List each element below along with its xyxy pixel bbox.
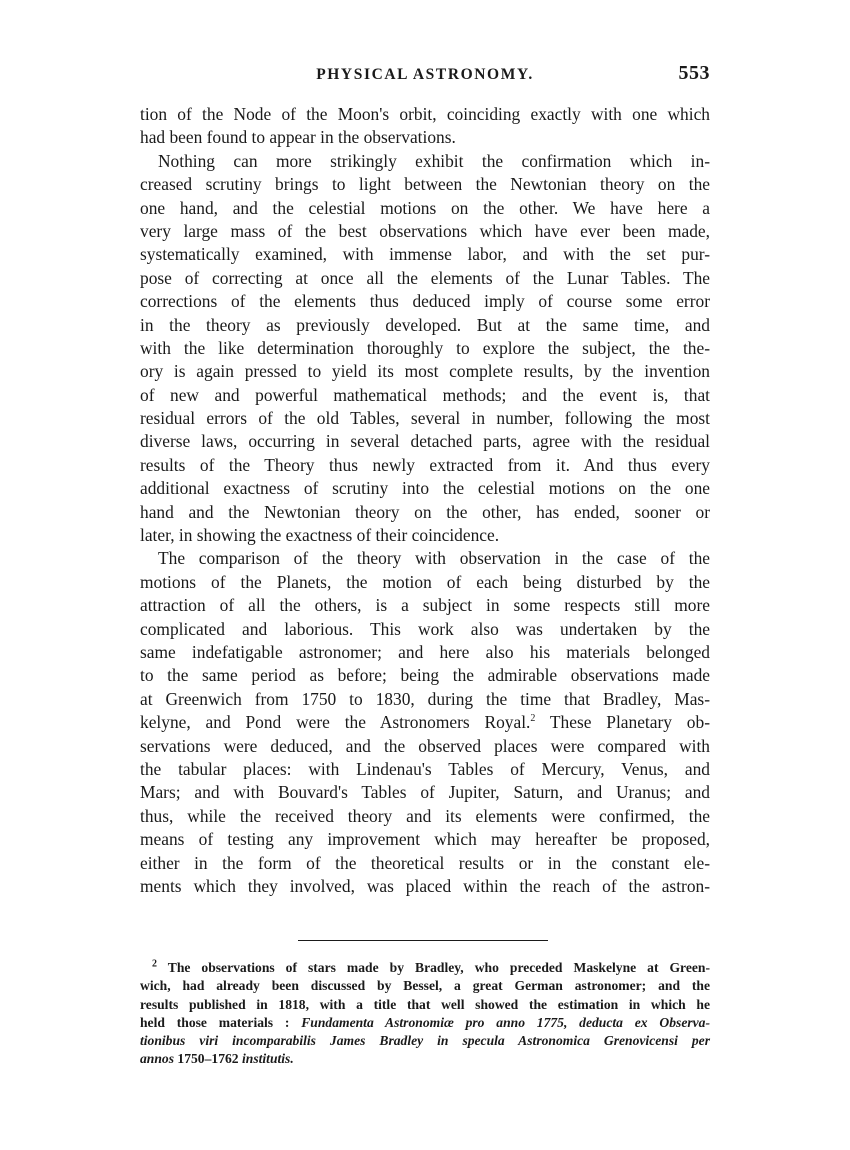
text-line: pose of correcting at once all the elements of the Lunar Tables. The — [140, 267, 710, 288]
text-line: diverse laws, occurring in several detached parts, agree with the residual — [140, 431, 710, 452]
text-line: residual errors of the old Tables, several in number, following the most — [140, 408, 710, 429]
text-line: attraction of all the others, is a subject in some respects still more — [140, 595, 710, 616]
text-line: servations were deduced, and the observed places were compared with — [140, 735, 710, 756]
paragraph-first-line: Nothing can more strikingly exhibit the confirmation which in- — [158, 150, 710, 171]
text-line: later, in showing the exactness of their coincidence. — [140, 525, 500, 546]
footnote-marker: 2 — [152, 958, 157, 970]
text-line: systematically examined, with immense labor, and with the set pur- — [140, 244, 710, 265]
footnote-line — [140, 1032, 710, 1050]
text-line: to the same period as before; being the admirable observations made — [140, 665, 710, 686]
text-line: of new and powerful mathematical methods; and the event is, that — [140, 384, 710, 405]
text-segment: These Planetary ob- — [535, 712, 710, 733]
latin-title: tionibus viri incomparabilis James Bradley in specula Astronomica Grenovicensi per — [140, 1033, 710, 1049]
text-line: Mars; and with Bouvard's Tables of Jupiter, Saturn, and Uranus; and — [140, 782, 710, 803]
text-line: results of the Theory thus newly extracted from it. And thus every — [140, 454, 710, 475]
text-segment: The observations of stars made by Bradley, who preceded Maskelyne at Green- — [157, 960, 710, 975]
footnote-line — [140, 1014, 710, 1032]
text-line: the tabular places: with Lindenau's Tables of Mercury, Venus, and — [140, 758, 710, 779]
text-line: thus, while the received theory and its elements were confirmed, the — [140, 805, 710, 826]
footnote-line: wich, had already been discussed by Bessel, a great German astronomer; and the — [140, 978, 710, 994]
text-segment: held those materials : — [140, 1014, 302, 1030]
page-header — [140, 62, 710, 92]
text-line — [140, 711, 710, 734]
text-line: motions of the Planets, the motion of each being disturbed by the — [140, 571, 710, 592]
text-line: at Greenwich from 1750 to 1830, during the time that Bradley, Mas- — [140, 688, 710, 709]
text-line: very large mass of the best observations which have ever been made, — [140, 220, 710, 241]
text-line: additional exactness of scrutiny into the celestial motions on the one — [140, 478, 710, 499]
text-line: ments which they involved, was placed within the reach of the astron- — [140, 875, 710, 896]
text-line: tion of the Node of the Moon's orbit, coinciding exactly with one which — [140, 104, 710, 124]
text-line: either in the form of the theoretical results or in the constant ele- — [140, 852, 710, 873]
text-line: one hand, and the celestial motions on the other. We have here a — [140, 197, 710, 218]
footnote-line: results published in 1818, with a title that well showed the estimation in which he — [140, 996, 710, 1012]
footnote-reference[interactable]: 2 — [530, 713, 536, 725]
text-line: creased scrutiny brings to light between the Newtonian theory on the — [140, 174, 710, 195]
text-line: ory is again pressed to yield its most complete results, by the invention — [140, 361, 710, 382]
text-line: same indefatigable astronomer; and here also his materials belonged — [140, 641, 710, 662]
text-line: had been found to appear in the observations. — [140, 127, 456, 148]
text-line: complicated and laborious. This work also was undertaken by the — [140, 618, 710, 639]
running-head: PHYSICAL ASTRONOMY. — [316, 66, 534, 83]
page-number: 553 — [678, 62, 710, 84]
body-text — [140, 103, 710, 898]
footnote-divider — [298, 940, 548, 941]
text-line: in the theory as previously developed. But at the same time, and — [140, 314, 710, 335]
latin-title: annos — [140, 1051, 175, 1067]
text-line: means of testing any improvement which may hereafter be proposed, — [140, 829, 710, 850]
footnote-line — [140, 1050, 710, 1068]
latin-title: Fundamenta Astronomiæ pro anno 1775, deducta ex Observa- — [301, 1014, 710, 1030]
footnote-line — [140, 959, 710, 977]
footnote — [140, 959, 710, 1069]
text-line: corrections of the elements thus deduced imply of course some error — [140, 291, 710, 312]
text-segment: 1750–1762 — [174, 1051, 242, 1067]
latin-title: institutis. — [241, 1051, 294, 1067]
text-line: with the like determination thoroughly to explore the subject, the the- — [140, 337, 710, 358]
paragraph-first-line: The comparison of the theory with observation in the case of the — [158, 548, 710, 569]
text-segment: kelyne, and Pond were the Astronomers Royal. — [140, 712, 531, 733]
text-line: hand and the Newtonian theory on the other, has ended, sooner or — [140, 501, 710, 522]
